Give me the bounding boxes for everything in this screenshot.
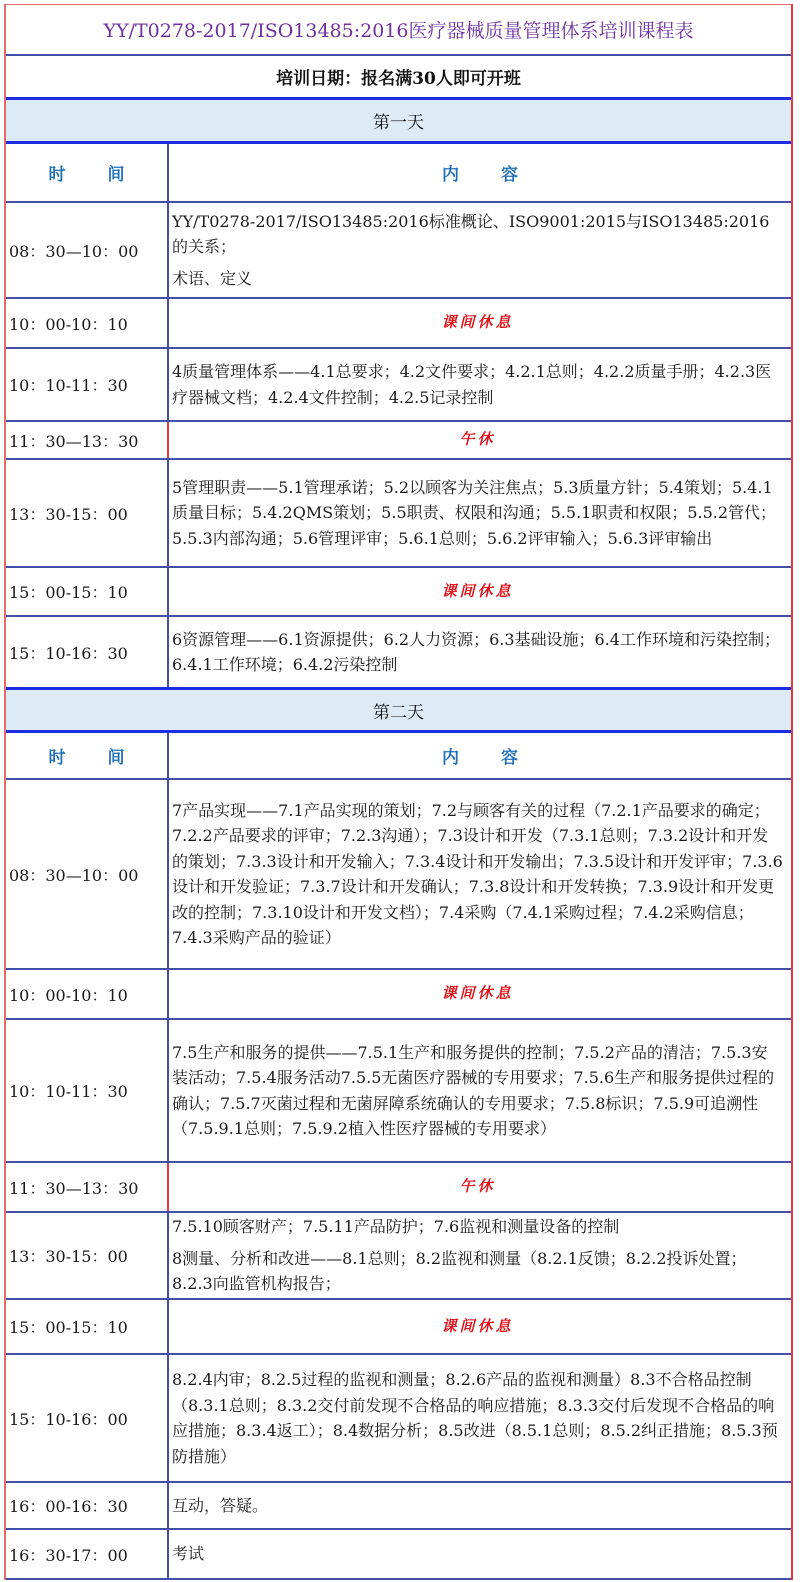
session-row (6, 617, 791, 690)
content-column-header: 内 容 (442, 748, 536, 768)
session-time: 15：10-16：00 (6, 1355, 169, 1481)
session-text: 考试 (172, 1544, 205, 1564)
day-label: 第二天 (6, 690, 791, 730)
lunch-row (6, 1163, 791, 1213)
session-row (6, 780, 791, 970)
session-time: 16：00-16：30 (6, 1483, 169, 1528)
break-row (6, 299, 791, 349)
time-column-header: 时 间 (6, 733, 169, 778)
time-column-header: 时 间 (6, 144, 169, 201)
content-column-header: 内 容 (442, 165, 536, 185)
session-time: 10：00-10：10 (6, 970, 169, 1018)
session-text: 4质量管理体系——4.1总要求；4.2文件要求；4.2.1总则；4.2.2质量手册；4.2.3医疗器械文档；4.2.4文件控制；4.2.5记录控制 (172, 362, 772, 407)
session-time: 10：10-11：30 (6, 349, 169, 420)
page-title: YY/T0278-2017/ISO13485:2016医疗器械质量管理体系培训课程表 (103, 20, 694, 42)
lunch-row (6, 422, 791, 460)
session-time: 15：00-15：10 (6, 1300, 169, 1353)
session-content (169, 780, 791, 968)
session-row (6, 1355, 791, 1483)
break-row (6, 568, 791, 617)
session-time: 13：30-15：00 (6, 460, 169, 566)
session-row (6, 1530, 791, 1580)
session-content (169, 1483, 791, 1528)
session-time: 10：10-11：30 (6, 1020, 169, 1161)
break-label: 课间休息 (441, 581, 514, 600)
lunch-label: 午休 (459, 430, 496, 449)
session-time: 15：00-15：10 (6, 568, 169, 615)
schedule-table (4, 4, 793, 1580)
session-text: YY/T0278-2017/ISO13485:2016标准概论、ISO9001:2015与ISO13485:2016的关系； (172, 211, 770, 257)
session-row (6, 349, 791, 422)
day-band (6, 100, 791, 144)
session-row (6, 1020, 791, 1163)
session-content (169, 1020, 791, 1161)
session-row (6, 460, 791, 568)
day-band (6, 690, 791, 733)
break-label: 课间休息 (441, 984, 514, 1003)
session-time: 08：30—10：00 (6, 203, 169, 297)
session-content (169, 349, 791, 420)
session-content (169, 1530, 791, 1578)
session-time: 16：30-17：00 (6, 1530, 169, 1578)
session-content (169, 203, 791, 297)
session-time: 10：00-10：10 (6, 299, 169, 347)
session-row (6, 1213, 791, 1300)
column-header-row (6, 144, 791, 203)
session-text: 5管理职责——5.1管理承诺；5.2以顾客为关注焦点；5.3质量方针；5.4策划；5.4.1质量目标；5.4.2QMS策划；5.5职责、权限和沟通；5.5.1职责和权限；5.5.2管代；5.5.3内部沟通；5.6管理评审；5.6.1总则；5.6.2评审输入；5.6.3评审输出 (172, 477, 777, 548)
session-time: 15：10-16：30 (6, 617, 169, 687)
session-content (169, 460, 791, 566)
session-text: 7.5生产和服务的提供——7.5.1生产和服务提供的控制；7.5.2产品的清洁；7.5.3安装活动；7.5.4服务活动7.5.5无菌医疗器械的专用要求；7.5.6生产和服务提供过程的确认；7.5.7灭菌过程和无菌屏障系统确认的专用要求；7.5.8标识；7.5.9可追溯性（7.5.9.1总则；7.5.9.2植入性医疗器械的专用要求） (172, 1042, 775, 1138)
training-date: 培训日期：报名满30人即可开班 (276, 69, 521, 89)
session-text: 7产品实现——7.1产品实现的策划；7.2与顾客有关的过程（7.2.1产品要求的确定；7.2.2产品要求的评审；7.2.3沟通）；7.3设计和开发（7.3.1总则；7.3.2设计和开发的策划；7.3.3设计和开发输入；7.3.4设计和开发输出；7.3.5设计和开发评审；7.3.6设计和开发验证；7.3.7设计和开发确认；7.3.8设计和开发转换；7.3.9设计和开发更改的控制；7.3.10设计和开发文档）；7.4采购（7.4.1采购过程；7.4.2采购信息；7.4.3采购产品的验证） (172, 800, 783, 947)
break-label: 课间休息 (441, 313, 514, 332)
session-time: 13：30-15：00 (6, 1213, 169, 1298)
session-row (6, 203, 791, 299)
session-text: 术语、定义 (172, 268, 253, 288)
session-text: 8.2.4内审；8.2.5过程的监视和测量；8.2.6产品的监视和测量）8.3不合格品控制（8.3.1总则；8.3.2交付前发现不合格品的响应措施；8.3.3交付后发现不合格品的响应措施；8.3.4返工）；8.4数据分析；8.5改进（8.5.1总则；8.5.2纠正措施；8.5.3预防措施） (172, 1370, 778, 1466)
break-row (6, 970, 791, 1020)
column-header-row (6, 733, 791, 780)
session-content (169, 617, 791, 687)
session-row (6, 1483, 791, 1530)
session-text: 7.5.10顾客财产；7.5.11产品防护；7.6监视和测量设备的控制 (172, 1217, 620, 1237)
session-time: 08：30—10：00 (6, 780, 169, 968)
lunch-label: 午休 (459, 1177, 496, 1196)
session-text: 8测量、分析和改进——8.1总则；8.2监视和测量（8.2.1反馈；8.2.2投诉处置；8.2.3向监管机构报告； (172, 1248, 747, 1294)
session-text: 互动，答疑。 (172, 1495, 269, 1515)
break-row (6, 1300, 791, 1355)
title-row (6, 5, 791, 56)
training-date-row (6, 56, 791, 100)
session-text: 6资源管理——6.1资源提供；6.2人力资源；6.3基础设施；6.4工作环境和污染控制；6.4.1工作环境；6.4.2污染控制 (172, 629, 780, 674)
day-label: 第一天 (6, 100, 791, 141)
break-label: 课间休息 (441, 1316, 514, 1335)
session-content (169, 1213, 791, 1298)
session-time: 11：30—13：30 (6, 422, 169, 458)
session-content (169, 1355, 791, 1481)
session-time: 11：30—13：30 (6, 1163, 169, 1211)
